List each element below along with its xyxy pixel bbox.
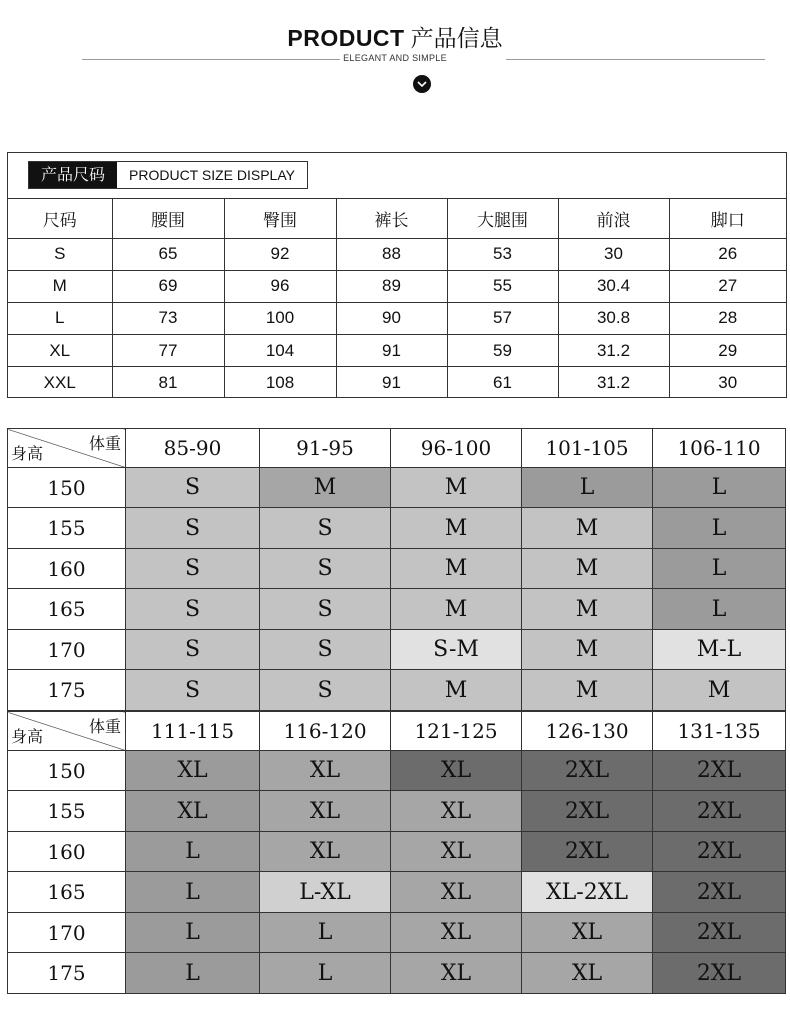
size-header-row-cell: 臀围 — [224, 199, 336, 239]
title-en: PRODUCT — [287, 25, 405, 51]
size-row-cell: 31.2 — [558, 367, 669, 398]
size-row-cell: 69 — [112, 270, 224, 302]
fit-grid-2 — [7, 711, 786, 994]
size-cell: XL — [126, 750, 260, 791]
fit-row — [8, 791, 786, 832]
size-table-label — [28, 161, 308, 189]
size-header-row-cell: 腰围 — [112, 199, 224, 239]
size-cell: S — [126, 589, 260, 630]
size-row-cell: 61 — [447, 367, 558, 398]
size-cell: S — [126, 629, 260, 670]
size-header-row-cell: 尺码 — [8, 199, 112, 239]
size-cell: S — [126, 548, 260, 589]
size-cell: XL — [391, 912, 522, 953]
size-cell: XL — [391, 750, 522, 791]
size-cell: XL — [391, 791, 522, 832]
size-row-cell: XL — [8, 335, 112, 367]
weight-header: 106-110 — [653, 429, 786, 468]
size-row-cell: 65 — [112, 238, 224, 270]
size-row-cell: 30.8 — [558, 302, 669, 334]
page-title — [0, 20, 790, 53]
size-table — [8, 198, 786, 398]
height-cell: 170 — [8, 629, 126, 670]
size-row-cell: 96 — [224, 270, 336, 302]
size-row-cell: 91 — [336, 367, 447, 398]
size-cell: L-XL — [260, 872, 391, 913]
size-row-cell: 26 — [669, 238, 786, 270]
title-cn: 产品信息 — [410, 26, 503, 52]
fit-row — [8, 548, 786, 589]
size-cell: M — [391, 548, 522, 589]
size-cell: M — [522, 548, 653, 589]
size-cell: S — [260, 548, 391, 589]
size-cell: XL — [260, 750, 391, 791]
size-row-cell: L — [8, 302, 112, 334]
size-row — [8, 335, 786, 367]
size-cell: M — [260, 467, 391, 508]
size-row — [8, 302, 786, 334]
fit-row — [8, 912, 786, 953]
fit-row — [8, 831, 786, 872]
size-header-row — [8, 199, 786, 239]
weight-header: 116-120 — [260, 712, 391, 751]
corner-weight-label: 体重 — [88, 717, 121, 736]
size-cell: 2XL — [522, 750, 653, 791]
size-cell: 2XL — [522, 831, 653, 872]
size-row-cell: 29 — [669, 335, 786, 367]
size-cell: L — [126, 912, 260, 953]
size-row-cell: 92 — [224, 238, 336, 270]
size-cell: L — [126, 831, 260, 872]
size-row-cell: 100 — [224, 302, 336, 334]
chevron-down-icon — [413, 75, 431, 93]
corner-weight-label: 体重 — [88, 434, 121, 453]
size-cell: M — [522, 670, 653, 711]
size-cell: L — [653, 467, 786, 508]
size-cell: S — [126, 670, 260, 711]
height-cell: 160 — [8, 548, 126, 589]
fit-row — [8, 467, 786, 508]
weight-header: 96-100 — [391, 429, 522, 468]
corner-cell — [8, 429, 126, 468]
size-cell: M — [391, 670, 522, 711]
weight-header: 111-115 — [126, 712, 260, 751]
size-cell: L — [260, 953, 391, 994]
size-row-cell: 57 — [447, 302, 558, 334]
height-cell: 160 — [8, 831, 126, 872]
size-cell: M — [391, 467, 522, 508]
size-cell: 2XL — [653, 831, 786, 872]
weight-header: 85-90 — [126, 429, 260, 468]
size-cell: XL — [260, 791, 391, 832]
size-row-cell: 30 — [669, 367, 786, 398]
size-row-cell: 30 — [558, 238, 669, 270]
size-row-cell: 53 — [447, 238, 558, 270]
corner-height-label: 身高 — [11, 726, 44, 746]
size-row-cell: 55 — [447, 270, 558, 302]
size-cell: M — [653, 670, 786, 711]
size-row-cell: 28 — [669, 302, 786, 334]
size-row-cell: S — [8, 238, 112, 270]
weight-header: 131-135 — [653, 712, 786, 751]
size-row-cell: 91 — [336, 335, 447, 367]
weight-header: 101-105 — [522, 429, 653, 468]
size-cell: XL — [260, 831, 391, 872]
size-cell: XL — [391, 831, 522, 872]
size-row-cell: 31.2 — [558, 335, 669, 367]
size-cell: 2XL — [653, 872, 786, 913]
size-cell: XL — [391, 953, 522, 994]
height-cell: 150 — [8, 467, 126, 508]
size-table-box — [7, 152, 787, 398]
size-row-cell: 90 — [336, 302, 447, 334]
fit-row — [8, 953, 786, 994]
fit-row — [8, 872, 786, 913]
size-row-cell: 77 — [112, 335, 224, 367]
size-label-en: PRODUCT SIZE DISPLAY — [117, 162, 307, 188]
size-cell: L — [653, 589, 786, 630]
size-header-row-cell: 裤长 — [336, 199, 447, 239]
size-cell: XL — [391, 872, 522, 913]
size-row — [8, 367, 786, 398]
weight-header: 121-125 — [391, 712, 522, 751]
size-row-cell: XXL — [8, 367, 112, 398]
size-header-row-cell: 脚口 — [669, 199, 786, 239]
size-cell: S — [260, 508, 391, 549]
fit-header-row — [8, 429, 786, 468]
fit-grid-1 — [7, 428, 786, 711]
subtitle: ELEGANT AND SIMPLE — [343, 53, 447, 63]
size-row-cell: 89 — [336, 270, 447, 302]
size-cell: M-L — [653, 629, 786, 670]
size-cell: L — [522, 467, 653, 508]
size-cell: L — [260, 912, 391, 953]
size-cell: M — [391, 589, 522, 630]
weight-header: 91-95 — [260, 429, 391, 468]
size-row-cell: 73 — [112, 302, 224, 334]
size-cell: M — [391, 508, 522, 549]
size-cell: M — [522, 589, 653, 630]
size-cell: L — [126, 953, 260, 994]
size-label-cn: 产品尺码 — [29, 162, 117, 188]
fit-row — [8, 750, 786, 791]
size-row-cell: 59 — [447, 335, 558, 367]
size-row — [8, 238, 786, 270]
fit-row — [8, 629, 786, 670]
corner-height-label: 身高 — [11, 443, 44, 463]
size-cell: S — [260, 670, 391, 711]
height-cell: 175 — [8, 953, 126, 994]
size-header-row-cell: 大腿围 — [447, 199, 558, 239]
height-cell: 155 — [8, 508, 126, 549]
size-cell: S — [126, 467, 260, 508]
size-cell: XL — [522, 912, 653, 953]
size-header-row-cell: 前浪 — [558, 199, 669, 239]
size-cell: S — [260, 589, 391, 630]
size-cell: L — [653, 548, 786, 589]
size-cell: M — [522, 508, 653, 549]
height-cell: 165 — [8, 589, 126, 630]
corner-cell — [8, 712, 126, 751]
size-cell: XL — [522, 953, 653, 994]
size-cell: 2XL — [653, 953, 786, 994]
size-row-cell: 108 — [224, 367, 336, 398]
fit-row — [8, 589, 786, 630]
height-cell: 165 — [8, 872, 126, 913]
size-row-cell: M — [8, 270, 112, 302]
size-cell: M — [522, 629, 653, 670]
height-cell: 170 — [8, 912, 126, 953]
fit-row — [8, 508, 786, 549]
size-cell: L — [126, 872, 260, 913]
size-row-cell: 88 — [336, 238, 447, 270]
size-row-cell: 30.4 — [558, 270, 669, 302]
size-row — [8, 270, 786, 302]
height-cell: 155 — [8, 791, 126, 832]
height-cell: 175 — [8, 670, 126, 711]
size-cell: XL-2XL — [522, 872, 653, 913]
size-cell: S-M — [391, 629, 522, 670]
size-cell: S — [126, 508, 260, 549]
size-cell: 2XL — [653, 750, 786, 791]
size-cell: 2XL — [522, 791, 653, 832]
size-row-cell: 104 — [224, 335, 336, 367]
size-cell: S — [260, 629, 391, 670]
size-cell: 2XL — [653, 912, 786, 953]
weight-header: 126-130 — [522, 712, 653, 751]
size-cell: L — [653, 508, 786, 549]
fit-row — [8, 670, 786, 711]
size-row-cell: 27 — [669, 270, 786, 302]
fit-header-row — [8, 712, 786, 751]
size-row-cell: 81 — [112, 367, 224, 398]
size-cell: 2XL — [653, 791, 786, 832]
size-cell: XL — [126, 791, 260, 832]
height-cell: 150 — [8, 750, 126, 791]
